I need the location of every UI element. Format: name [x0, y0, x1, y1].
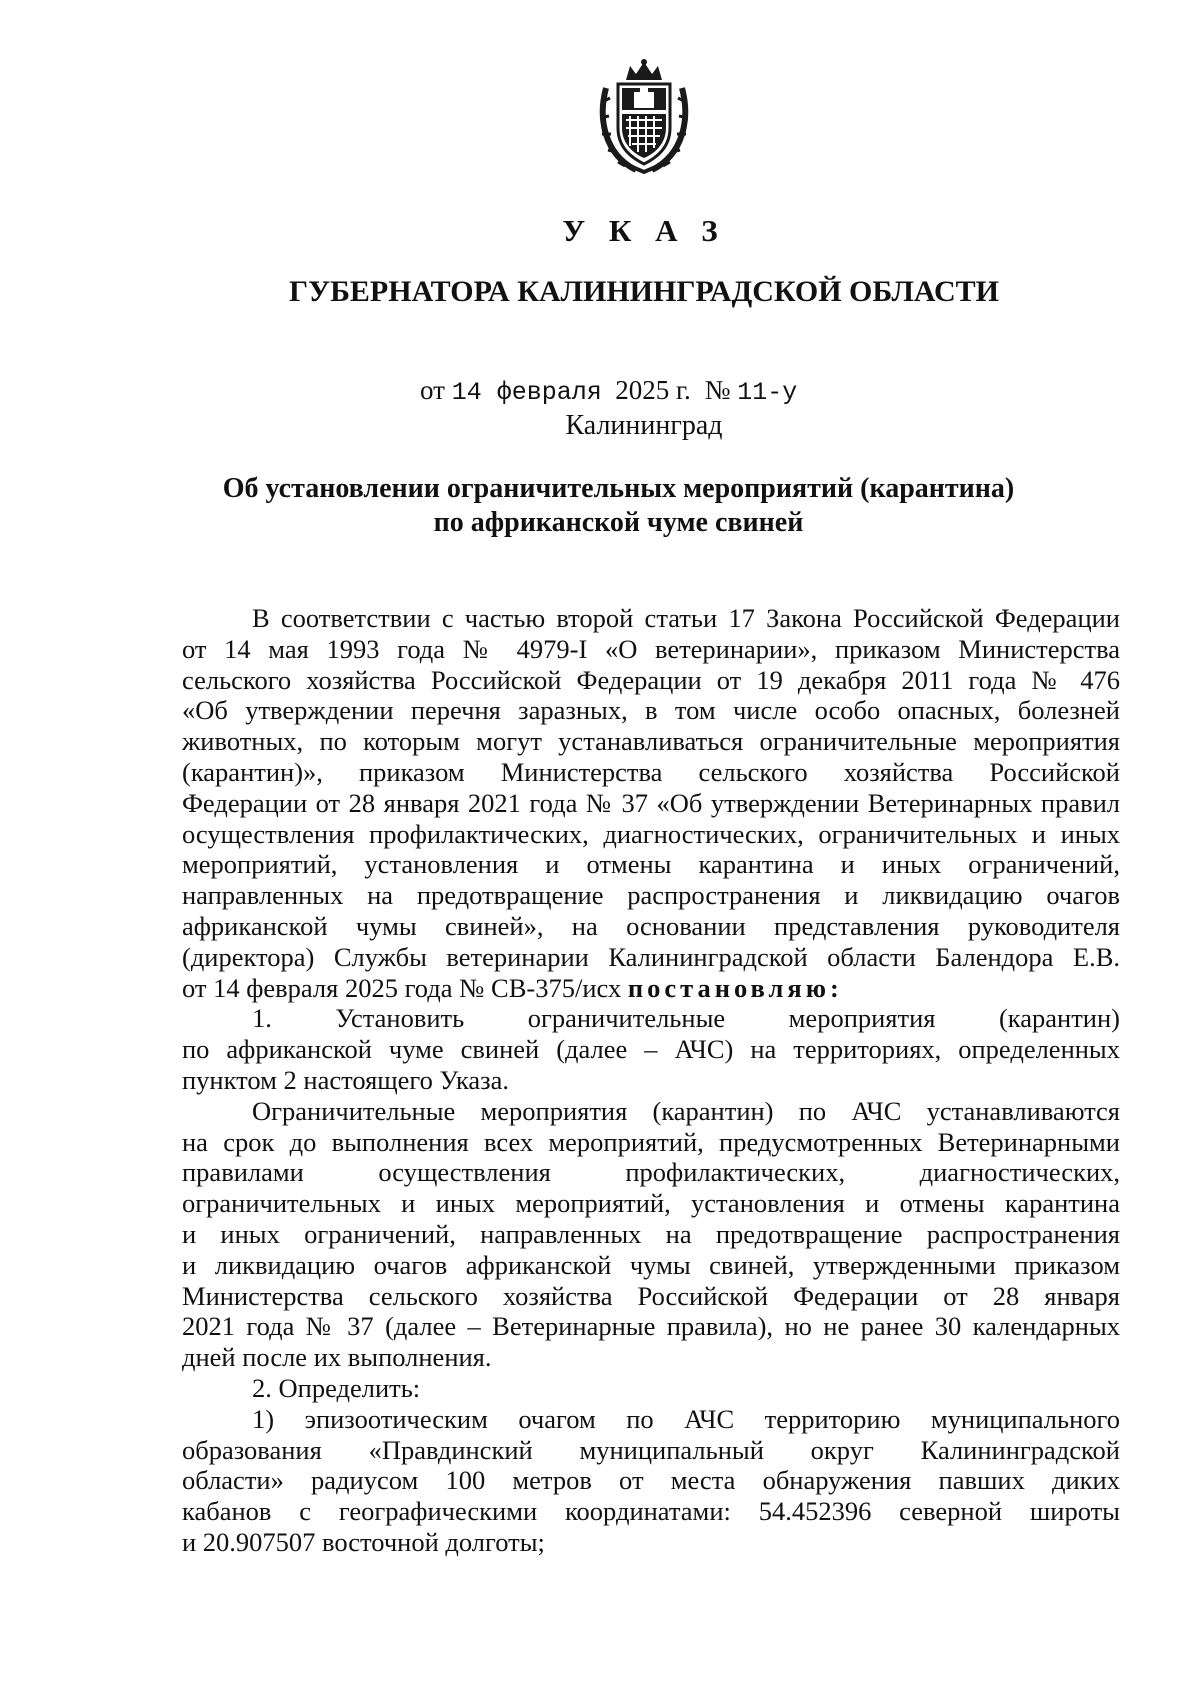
- text-line: на срок до выполнения всех мероприятий, предусмотренных Ветеринарными: [182, 1126, 1120, 1157]
- text-line: Ограничительные мероприятия (карантин) по АЧС устанавливаются: [252, 1095, 1120, 1126]
- text-line: правилами осуществления профилактических, диагностических,: [182, 1157, 1120, 1188]
- preamble: [182, 603, 1120, 1003]
- text-line: области» радиусом 100 метров от места обнаружения павших диких: [182, 1465, 1120, 1496]
- text-line: 1) эпизоотическим очагом по АЧС территорию муниципального: [252, 1403, 1120, 1434]
- text-line: (директора) Службы ветеринарии Калининградской области Балендора Е.В.: [182, 941, 1120, 972]
- text-line: по африканской чуме свиней (далее – АЧС) на территориях, определенных: [182, 1034, 1120, 1065]
- date-year: 2025 г.: [615, 375, 691, 405]
- date-prefix: от: [420, 375, 445, 405]
- text-line: сельского хозяйства Российской Федерации от 19 декабря 2011 года № 476: [182, 664, 1120, 695]
- decree-word: постановляю:: [627, 972, 843, 1003]
- item-1: [182, 1003, 1120, 1095]
- title-line-1: Об установлении ограничительных мероприятий (карантина): [222, 473, 1015, 504]
- document-title: [0, 472, 1200, 540]
- text-line: 2. Определить:: [252, 1372, 421, 1403]
- text-line: африканской чумы свиней», на основании представления руководителя: [182, 910, 1120, 941]
- text-line: (карантин)», приказом Министерства сельского хозяйства Российской: [182, 756, 1120, 787]
- text-line: осуществления профилактических, диагностических, ограничительных и иных: [182, 818, 1120, 849]
- text-line: «Об утверждении перечня заразных, в том числе особо опасных, болезней: [182, 695, 1120, 726]
- text-line: 1. Установить ограничительные мероприятия (карантин): [252, 1003, 1120, 1034]
- handwritten-date: 14 февраля: [451, 378, 602, 407]
- text-line: мероприятий, установления и отмены карантина и иных ограничений,: [182, 849, 1120, 880]
- text-line: пунктом 2 настоящего Указа.: [182, 1064, 510, 1095]
- number-sign: №: [704, 375, 731, 405]
- item-1-paragraph-2: [182, 1096, 1120, 1373]
- text-line: Федерации от 28 января 2021 года № 37 «Об утверждении Ветеринарных правил: [182, 787, 1120, 818]
- text-line: [182, 973, 1120, 1004]
- preamble-last: от 14 февраля 2025 года № СВ-375/исх: [182, 972, 622, 1003]
- item-2: [182, 1373, 1120, 1404]
- text-line: Министерства сельского хозяйства Российской Федерации от 28 января: [182, 1280, 1120, 1311]
- text-line: образования «Правдинский муниципальный округ Калининградской: [182, 1434, 1120, 1465]
- text-line: и 20.907507 восточной долготы;: [182, 1526, 545, 1557]
- item-2-1: [182, 1404, 1120, 1558]
- text-line: дней после их выполнения.: [182, 1342, 492, 1373]
- title-line-2: по африканской чуме свиней: [433, 507, 804, 538]
- date-line: [420, 375, 797, 407]
- coat-of-arms-icon: [596, 58, 692, 176]
- handwritten-number: 11-у: [737, 378, 798, 407]
- text-line: В соответствии с частью второй статьи 17 Закона Российской Федерации: [252, 603, 1120, 633]
- document-kind: У К А З: [562, 213, 726, 248]
- text-line: и иных ограничений, направленных на предотвращение распространения: [182, 1218, 1120, 1249]
- text-line: кабанов с географическими координатами: 54.452396 северной широты: [182, 1496, 1120, 1527]
- city: Калининград: [565, 410, 723, 441]
- text-line: и ликвидацию очагов африканской чумы свиней, утвержденными приказом: [182, 1249, 1120, 1280]
- text-line: животных, по которым могут устанавливаться ограничительные мероприятия: [182, 726, 1120, 757]
- issuer-title: ГУБЕРНАТОРА КАЛИНИНГРАДСКОЙ ОБЛАСТИ: [288, 275, 1000, 308]
- text-line: от 14 мая 1993 года № 4979-I «О ветеринарии», приказом Министерства: [182, 633, 1120, 664]
- text-line: направленных на предотвращение распространения и ликвидацию очагов: [182, 880, 1120, 911]
- text-line: ограничительных и иных мероприятий, установления и отмены карантина: [182, 1188, 1120, 1219]
- document-body: [182, 603, 1120, 1558]
- text-line: 2021 года № 37 (далее – Ветеринарные правила), но не ранее 30 календарных: [182, 1311, 1120, 1342]
